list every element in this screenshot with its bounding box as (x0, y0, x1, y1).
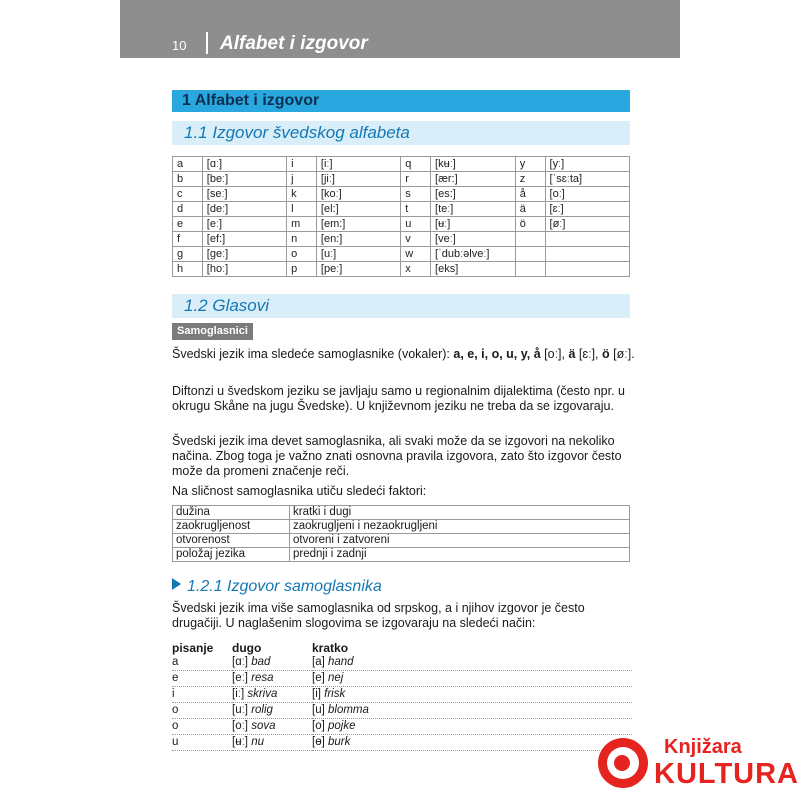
alphabet-letter: h (173, 262, 203, 277)
paragraph-factors-intro: Na sličnost samoglasnika utiču sledeći faktori: (172, 484, 427, 498)
running-title: Alfabet i izgovor (220, 33, 368, 54)
vowel-letter: a (172, 655, 232, 671)
alphabet-letter (515, 247, 545, 262)
factor-row (173, 534, 630, 548)
alphabet-row (173, 157, 630, 172)
long-example: [ʉː] nu (232, 735, 312, 751)
long-example: [uː] rolig (232, 703, 312, 719)
factor-row (173, 520, 630, 534)
alphabet-letter: b (173, 172, 203, 187)
alphabet-pronunciation: [hoː] (202, 262, 286, 277)
alphabet-pronunciation: [eː] (202, 217, 286, 232)
alphabet-pronunciation: [em:] (316, 217, 400, 232)
alphabet-pronunciation: [ɛː] (545, 202, 629, 217)
bookstore-watermark (598, 730, 798, 794)
alphabet-pronunciation: [beː] (202, 172, 286, 187)
long-example: [oː] sova (232, 719, 312, 735)
short-example: [o] pojke (312, 719, 632, 735)
paragraph-pronunciation: Švedski jezik ima više samoglasnika od srpskog, a i njihov izgovor je često drugačiji. U naglašenim slogovima se izgovaraju na sledeći način: (172, 601, 585, 630)
alphabet-pronunciation: [ɑː] (202, 157, 286, 172)
header-divider (206, 32, 208, 54)
alphabet-letter: f (173, 232, 203, 247)
alphabet-pronunciation: [teː] (431, 202, 516, 217)
alphabet-pronunciation: [uː] (316, 247, 400, 262)
long-example: [eː] resa (232, 671, 312, 687)
alphabet-pronunciation: [yː] (545, 157, 629, 172)
alphabet-letter: w (401, 247, 431, 262)
alphabet-pronunciation: [eks] (431, 262, 516, 277)
alphabet-letter: å (515, 187, 545, 202)
alphabet-pronunciation: [kʉː] (431, 157, 516, 172)
alphabet-row (173, 172, 630, 187)
alphabet-letter: x (401, 262, 431, 277)
long-example: [iː] skriva (232, 687, 312, 703)
alphabet-letter: a (173, 157, 203, 172)
pronunciation-row (172, 703, 632, 719)
pronunciation-row (172, 719, 632, 735)
bookstore-logo-icon (598, 738, 648, 788)
alphabet-pronunciation: [ˈdubːəlveː] (431, 247, 516, 262)
alphabet-letter: ö (515, 217, 545, 232)
section-title-1-1: 1.1 Izgovor švedskog alfabeta (172, 121, 630, 145)
page-number: 10 (172, 38, 187, 53)
watermark-line2: KULTURA (654, 758, 799, 790)
factor-name: dužina (173, 506, 290, 520)
alphabet-letter: i (287, 157, 317, 172)
alphabet-letter: p (287, 262, 317, 277)
factor-value: prednji i zadnji (290, 548, 630, 562)
alphabet-pronunciation: [es:] (431, 187, 516, 202)
alphabet-letter: o (287, 247, 317, 262)
short-example: [u] blomma (312, 703, 632, 719)
vowel-letter: e (172, 671, 232, 687)
alphabet-letter: j (287, 172, 317, 187)
alphabet-letter: m (287, 217, 317, 232)
alphabet-row (173, 262, 630, 277)
alphabet-letter (515, 262, 545, 277)
pronunciation-row (172, 687, 632, 703)
alphabet-pronunciation: [geː] (202, 247, 286, 262)
alphabet-row (173, 232, 630, 247)
alphabet-row (173, 217, 630, 232)
alphabet-letter: e (173, 217, 203, 232)
factors-table (172, 505, 630, 562)
alphabet-pronunciation: [seː] (202, 187, 286, 202)
alphabet-letter (515, 232, 545, 247)
alphabet-letter: g (173, 247, 203, 262)
paragraph-diphthongs: Diftonzi u švedskom jeziku se javljaju samo u regionalnim dijalektima (često npr. u okrugu Skåne na jugu Švedske). U književnom jeziku ne treba da se izgovaraju. (172, 384, 625, 413)
short-example: [ɵ] burk (312, 735, 632, 751)
factor-value: zaokrugljeni i nezaokrugljeni (290, 520, 630, 534)
column-header-long: dugo (232, 641, 262, 655)
long-example: [ɑː] bad (232, 655, 312, 671)
alphabet-letter: n (287, 232, 317, 247)
alphabet-letter: u (401, 217, 431, 232)
alphabet-pronunciation: [ˈsɛːta] (545, 172, 629, 187)
book-page (120, 0, 680, 800)
alphabet-letter: r (401, 172, 431, 187)
paragraph-nine-vowels: Švedski jezik ima devet samoglasnika, ali svaki može da se izgovori na nekoliko načina. Zbog toga je važno znati osnovna pravila izgovora, zato što izgovor često može da promeni značenje reči. (172, 434, 622, 478)
running-header (120, 0, 680, 58)
alphabet-pronunciation: [en:] (316, 232, 400, 247)
alphabet-pronunciation: [oː] (545, 187, 629, 202)
alphabet-pronunciation (545, 247, 629, 262)
vowel-letter: u (172, 735, 232, 751)
alphabet-letter: q (401, 157, 431, 172)
paragraph-vowels: Švedski jezik ima sledeće samoglasnike (vokaler): a, e, i, o, u, y, å [oː], ä [ɛː], ö [øː]. (172, 347, 635, 361)
pronunciation-row (172, 655, 632, 671)
vowel-letter: o (172, 703, 232, 719)
section-title-1-2: 1.2 Glasovi (172, 294, 630, 318)
alphabet-pronunciation: [ær:] (431, 172, 516, 187)
vowel-letter: o (172, 719, 232, 735)
pronunciation-table (172, 641, 632, 751)
factor-name: otvorenost (173, 534, 290, 548)
alphabet-pronunciation (545, 232, 629, 247)
vowel-letter: i (172, 687, 232, 703)
alphabet-pronunciation: [el:] (316, 202, 400, 217)
factor-row (173, 506, 630, 520)
alphabet-letter: y (515, 157, 545, 172)
alphabet-letter: c (173, 187, 203, 202)
alphabet-pronunciation: [peː] (316, 262, 400, 277)
factor-value: kratki i dugi (290, 506, 630, 520)
alphabet-table (172, 156, 630, 277)
factor-name: položaj jezika (173, 548, 290, 562)
factor-row (173, 548, 630, 562)
alphabet-letter: k (287, 187, 317, 202)
factor-value: otvoreni i zatvoreni (290, 534, 630, 548)
pronunciation-row (172, 735, 632, 751)
alphabet-pronunciation: [koː] (316, 187, 400, 202)
alphabet-row (173, 202, 630, 217)
factor-name: zaokrugljenost (173, 520, 290, 534)
alphabet-letter: v (401, 232, 431, 247)
alphabet-pronunciation: [veː] (431, 232, 516, 247)
column-header-writing: pisanje (172, 641, 214, 655)
alphabet-row (173, 187, 630, 202)
short-example: [e] nej (312, 671, 632, 687)
alphabet-pronunciation: [deː] (202, 202, 286, 217)
column-header-short: kratko (312, 641, 349, 655)
short-example: [i] frisk (312, 687, 632, 703)
vowels-label: Samoglasnici (172, 323, 253, 340)
alphabet-letter: ä (515, 202, 545, 217)
alphabet-letter: d (173, 202, 203, 217)
subsection-title: 1.2.1 Izgovor samoglasnika (172, 578, 382, 596)
alphabet-pronunciation: [ef:] (202, 232, 286, 247)
short-example: [a] hand (312, 655, 632, 671)
pronunciation-row (172, 671, 632, 687)
alphabet-row (173, 247, 630, 262)
alphabet-letter: z (515, 172, 545, 187)
alphabet-pronunciation (545, 262, 629, 277)
alphabet-letter: l (287, 202, 317, 217)
alphabet-pronunciation: [ʉː] (431, 217, 516, 232)
alphabet-pronunciation: [iː] (316, 157, 400, 172)
chapter-title: 1 Alfabet i izgovor (172, 90, 630, 112)
alphabet-letter: t (401, 202, 431, 217)
alphabet-letter: s (401, 187, 431, 202)
alphabet-pronunciation: [øː] (545, 217, 629, 232)
triangle-bullet-icon (172, 578, 181, 590)
alphabet-pronunciation: [jiː] (316, 172, 400, 187)
watermark-line1: Knjižara (664, 736, 742, 758)
